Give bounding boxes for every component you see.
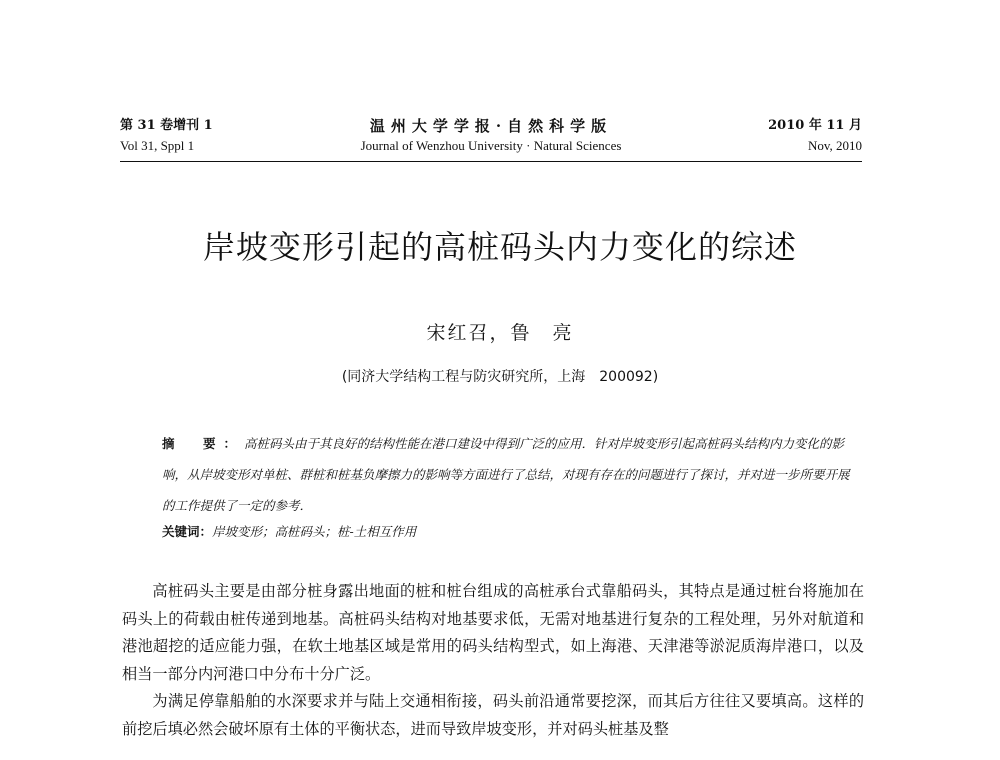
running-header (120, 116, 862, 160)
keywords (162, 521, 852, 543)
abstract-text: 高桩码头由于其良好的结构性能在港口建设中得到广泛的应用．针对岸坡变形引起高桩码头结构内力变化的影响，从岸坡变形对单桩、群桩和桩基负摩擦力的影响等方面进行了总结，对现有存在的问题进行了探讨，并对进一步所要开展的工作提供了一定的参考． (162, 436, 850, 513)
header-journal-cn: 温州大学学报·自然科学版 (369, 117, 613, 135)
abstract (162, 428, 852, 521)
keywords-label: 关键词： (162, 524, 213, 539)
header-journal (120, 116, 862, 156)
article-title: 岸坡变形引起的高桩码头内力变化的综述 (202, 228, 797, 266)
header-rule (120, 161, 862, 162)
body-paragraph: 高桩码头主要是由部分桩身露出地面的桩和桩台组成的高桩承台式靠船码头，其特点是通过桩台将施加在码头上的荷载由桩传递到地基。高桩码头结构对地基要求低，无需对地基进行复杂的工程处理，另外对航道和港池超挖的适应能力强，在软土地基区域是常用的码头结构型式，如上海港、天津港等淤泥质海岸港口，以及相当一部分内河港口中分布十分广泛。 (122, 582, 864, 683)
body-paragraph: 为满足停靠船舶的水深要求并与陆上交通相衔接，码头前沿通常要挖深，而其后方往往又要填高。这样的前挖后填必然会破坏原有土体的平衡状态，进而导致岸坡变形，并对码头桩基及整 (122, 692, 864, 738)
header-date-cn: 2010 年 11 月 (768, 118, 862, 133)
keywords-text: 岸坡变形；高桩码头；桩-土相互作用 (212, 524, 417, 539)
header-journal-en: Journal of Wenzhou University · Natural Sciences (360, 138, 622, 153)
abstract-label: 摘 要： (162, 436, 245, 451)
article-affiliation: (同济大学结构工程与防灾研究所，上海 200092) (341, 369, 659, 385)
article-authors: 宋红召，鲁 亮 (426, 322, 574, 344)
header-volume-en: Vol 31, Sppl 1 (120, 138, 195, 153)
header-date-en: Nov, 2010 (807, 138, 862, 153)
header-date (768, 116, 862, 156)
body-text (122, 578, 864, 743)
header-volume-cn: 第 31 卷增刊 1 (120, 118, 213, 133)
